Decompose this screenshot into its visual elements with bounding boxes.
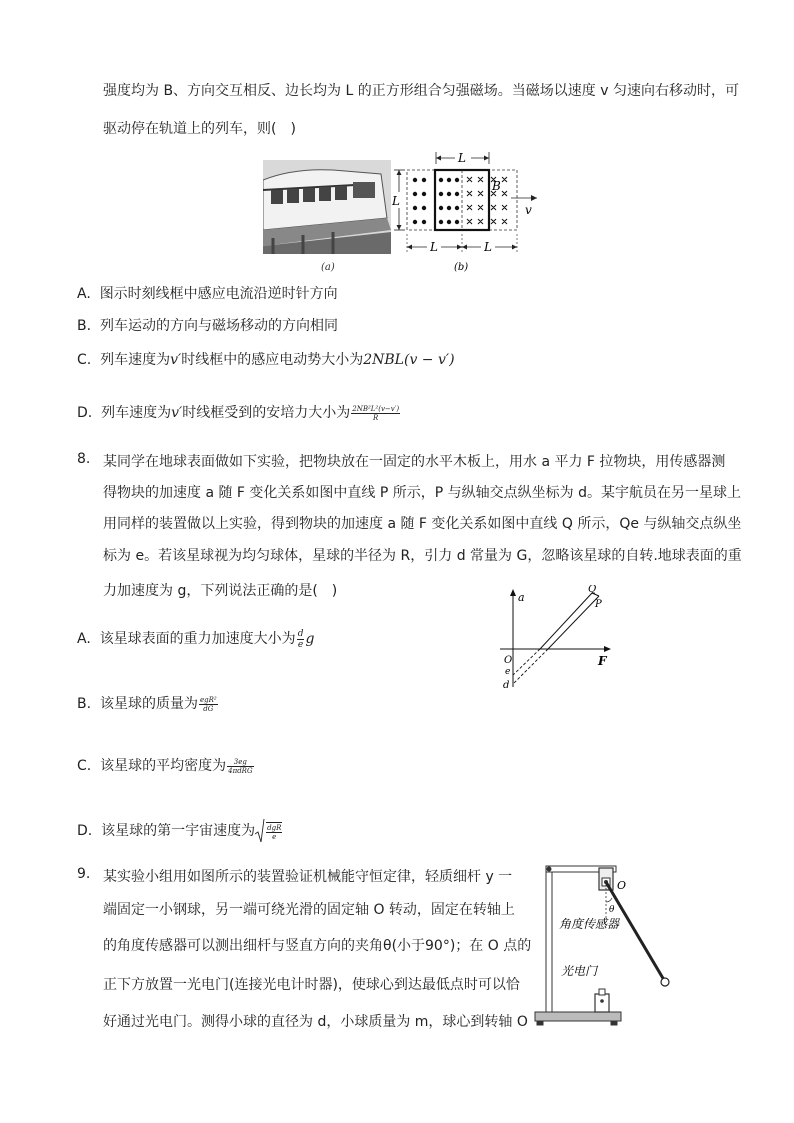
- q9-light-rod: [606, 882, 664, 980]
- q9-stem-line: 端固定一小钢球，另一端可绕光滑的固定轴 O 转动，固定在转轴上: [103, 902, 515, 918]
- q8-option-d-sqrt: $\frac{\text{dgR}}{e}$: [255, 818, 283, 844]
- q7-option-c-formula: 2NBL(v − v′): [363, 352, 455, 368]
- q7-figure-a-label: (a): [321, 262, 335, 273]
- q7-fig-b-cross-field: [467, 177, 507, 224]
- q9-steel-ball: [661, 978, 669, 986]
- q8-option-d: D. 该星球的第一宇宙速度为 $\frac{\text{dgR}}{e}$: [77, 818, 283, 844]
- q7-figure-b-magnetic-field: [391, 150, 541, 274]
- q8-graph-line-P: P: [595, 599, 602, 610]
- q7-fig-b-B: B: [492, 179, 501, 193]
- q9-pivot-O: O: [617, 879, 627, 892]
- q9-photogate: [595, 994, 609, 1012]
- q8-option-a-fraction: $\frac{d}{e}$: [297, 628, 304, 650]
- q7-option-d: D. 列车速度为v′时线框受到的安培力大小为 $\frac{\text{2NB²L²(v−v′)}}{R}$: [77, 404, 400, 422]
- q9-apparatus-figure: [533, 858, 675, 1030]
- q8-option-a: A. 该星球表面的重力加速度大小为 $\frac{d}{e}$ g: [77, 628, 315, 650]
- q7-fig-b-L-left: L: [392, 194, 400, 208]
- q8-option-c-fraction: $\frac{3eg}{\text{4πdRG}}$: [228, 757, 253, 775]
- q8-stem-line: 力加速度为 g，下列说法正确的是( ): [103, 583, 338, 599]
- q9-stem-line: 好通过光电门。测得小球的直径为 d，小球质量为 m，球心到转轴 O: [103, 1014, 528, 1030]
- q7-option-a: A. 图示时刻线框中感应电流沿逆时针方向: [77, 286, 338, 302]
- q8-graph-origin: O: [504, 655, 513, 666]
- q8-graph-axis-F: F: [598, 654, 607, 668]
- q8-graph-axis-a: a: [518, 591, 525, 604]
- q8-stem-line: 某同学在地球表面做如下实验，把物块放在一固定的水平木板上，用水 a 平力 F 拉物块，用传感器测: [103, 454, 726, 470]
- q8-option-b: B. 该星球的质量为 $\frac{\text{egR²}}{dG}$: [77, 695, 217, 713]
- q8-graph-line-Q: Q: [588, 585, 597, 595]
- q8-stem-line: 得物块的加速度 a 随 F 变化关系如图中直线 P 所示，P 与纵轴交点纵坐标为 d。某宇航员在另一星球上: [103, 485, 742, 501]
- q7-fig-b-L-top: L: [458, 151, 466, 165]
- q7-fig-b-v: v: [525, 203, 532, 217]
- q9-stem-line: 正下方放置一光电门(连接光电计时器)，使球心到达最低点时可以恰: [103, 977, 520, 993]
- q7-option-d-fraction: $\frac{\text{2NB²L²(v−v′)}}{R}$: [352, 404, 400, 422]
- q9-number: 9.: [77, 866, 91, 882]
- q8-number: 8.: [77, 451, 91, 467]
- q9-label-angle-sensor: 角度传感器: [559, 917, 620, 931]
- q7-stem-line2: 驱动停在轨道上的列车，则( ): [103, 121, 296, 137]
- q8-graph-a-vs-F: [496, 585, 616, 695]
- q8-graph-intercept-d: d: [503, 680, 510, 691]
- q7-stem-line1: 强度均为 B、方向交互相反、边长均为 L 的正方形组合匀强磁场。当磁场以速度 v 匀速向右移动时，可: [103, 83, 739, 99]
- q7-fig-b-L-bottom-right: L: [484, 240, 492, 254]
- q7-fig-b-L-bottom-left: L: [430, 240, 438, 254]
- q9-label-photogate: 光电门: [561, 964, 598, 978]
- q7-figure-a-train-photo: [263, 160, 391, 274]
- q7-figure-b-label: (b): [454, 262, 469, 273]
- q9-angle-theta: θ: [609, 905, 615, 915]
- q7-option-b: B. 列车运动的方向与磁场移动的方向相同: [77, 318, 338, 334]
- q9-stem-line: 某实验小组用如图所示的装置验证机械能守恒定律，轻质细杆 y 一: [103, 869, 513, 885]
- q8-stem-line: 标为 e。若该星球视为均匀球体，星球的半径为 R，引力 d 常量为 G，忽略该星球的自转.地球表面的重: [103, 548, 742, 564]
- q8-option-c: C. 该星球的平均密度为 $\frac{3eg}{\text{4πdRG}}$: [77, 757, 253, 775]
- q7-option-c: C. 列车速度为v′时线框中的感应电动势大小为2NBL(v − v′): [77, 352, 455, 368]
- q9-stem-line: 的角度传感器可以测出细杆与竖直方向的夹角θ(小于90°)；在 O 点的: [103, 938, 532, 954]
- q8-stem-line: 用同样的装置做以上实验，得到物块的加速度 a 随 F 变化关系如图中直线 Q 所示，Qe 与纵轴交点纵坐: [103, 516, 742, 532]
- q8-graph-intercept-e: e: [505, 667, 511, 677]
- q8-option-b-fraction: $\frac{\text{egR²}}{dG}$: [199, 695, 217, 713]
